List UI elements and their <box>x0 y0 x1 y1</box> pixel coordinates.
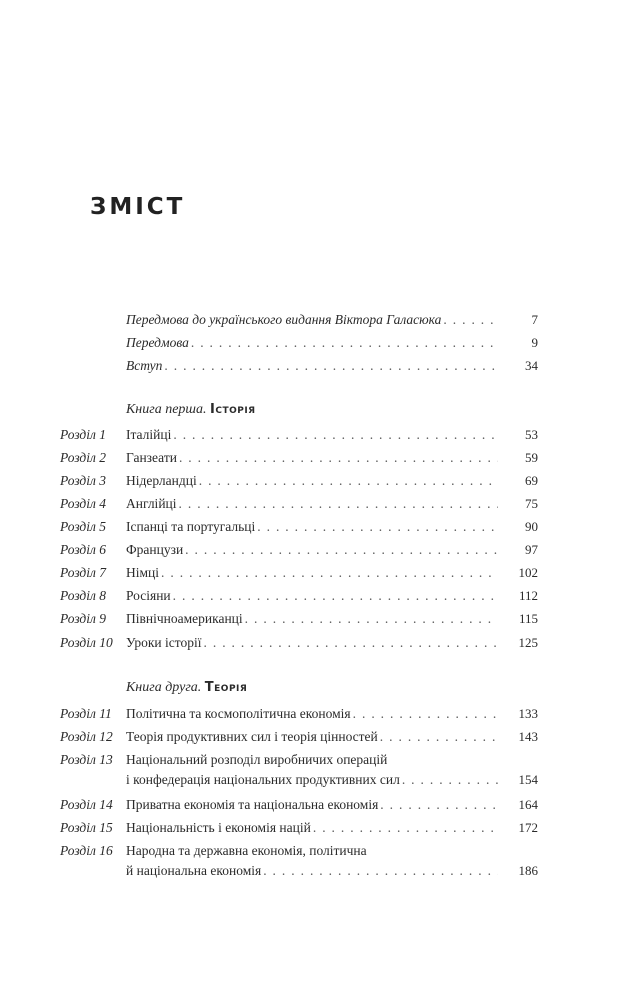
page-number: 164 <box>518 797 538 812</box>
leader-dots <box>380 727 498 747</box>
page-number: 102 <box>518 565 538 580</box>
book-label: Книга перша. <box>126 402 207 417</box>
leader-dots <box>257 517 498 537</box>
entry-title: Північноамериканці <box>126 611 243 626</box>
entry-title: Вступ <box>126 358 163 373</box>
entry-title: і конфедерація національних продуктивних сил <box>126 772 400 787</box>
toc-entry-chapter-5[interactable] <box>0 517 640 537</box>
leader-dots <box>161 563 498 583</box>
toc-entry-foreword-ukr[interactable] <box>0 310 640 330</box>
toc-entry-chapter-15[interactable] <box>0 818 640 838</box>
leader-dots <box>179 494 498 514</box>
chapter-number: Розділ 10 <box>60 635 113 650</box>
leader-dots <box>204 633 499 653</box>
toc-entry-chapter-10[interactable] <box>0 633 640 653</box>
toc-entry-introduction[interactable] <box>0 356 640 376</box>
toc-entry-chapter-3[interactable] <box>0 471 640 491</box>
leader-dots <box>173 586 498 606</box>
book-name: Теорія <box>204 680 248 695</box>
page-number: 34 <box>525 358 538 373</box>
toc-entry-chapter-7[interactable] <box>0 563 640 583</box>
page-number: 186 <box>518 863 538 878</box>
chapter-number: Розділ 9 <box>60 611 107 626</box>
page-number: 172 <box>518 820 538 835</box>
chapter-number: Розділ 2 <box>60 450 107 465</box>
toc-entry-chapter-13[interactable] <box>0 770 640 790</box>
leader-dots <box>380 795 498 815</box>
toc-entry-chapter-2[interactable] <box>0 448 640 468</box>
entry-title: Французи <box>126 542 184 557</box>
page-number: 53 <box>525 427 538 442</box>
chapter-number: Розділ 14 <box>60 797 113 812</box>
leader-dots <box>164 356 498 376</box>
leader-dots <box>313 818 498 838</box>
chapter-number: Розділ 5 <box>60 519 107 534</box>
chapter-number: Розділ 12 <box>60 729 113 744</box>
toc-entry-chapter-14[interactable] <box>0 795 640 815</box>
entry-title: Німці <box>126 565 160 580</box>
entry-title: Росіяни <box>126 588 171 603</box>
entry-title: Політична та космополітична економія <box>126 706 351 721</box>
leader-dots <box>173 425 498 445</box>
book-heading-1 <box>126 400 256 420</box>
chapter-number: Розділ 16 <box>60 843 113 858</box>
book-name: Історія <box>210 402 256 417</box>
toc-entry-chapter-13-line1[interactable] <box>0 750 640 770</box>
entry-title: Передмова до українського видання Віктора Галасюка <box>126 312 442 327</box>
chapter-number: Розділ 13 <box>60 752 113 767</box>
book-heading-2 <box>126 678 247 698</box>
toc-entry-chapter-6[interactable] <box>0 540 640 560</box>
page-number: 112 <box>518 588 538 603</box>
chapter-number: Розділ 7 <box>60 565 107 580</box>
leader-dots <box>199 471 498 491</box>
entry-title: Ганзеати <box>126 450 177 465</box>
page-number: 97 <box>525 542 538 557</box>
page-number: 154 <box>518 772 538 787</box>
book-label: Книга друга. <box>126 680 202 695</box>
entry-title: Англійці <box>126 496 177 511</box>
leader-dots <box>185 540 498 560</box>
entry-title: Національність і економія націй <box>126 820 311 835</box>
chapter-number: Розділ 6 <box>60 542 107 557</box>
entry-title: Передмова <box>126 335 189 350</box>
entry-title: Уроки історії <box>126 635 202 650</box>
entry-title: Іспанці та португальці <box>126 519 256 534</box>
page-number: 115 <box>518 611 538 626</box>
toc-entry-chapter-9[interactable] <box>0 609 640 629</box>
chapter-number: Розділ 15 <box>60 820 113 835</box>
entry-title: Нідерландці <box>126 473 197 488</box>
toc-entry-chapter-11[interactable] <box>0 704 640 724</box>
page-title: ЗМІСТ <box>90 194 186 220</box>
chapter-number: Розділ 4 <box>60 496 107 511</box>
page-number: 9 <box>531 335 538 350</box>
leader-dots <box>353 704 498 724</box>
entry-title: й національна економія <box>126 863 262 878</box>
page-number: 59 <box>525 450 538 465</box>
leader-dots <box>263 861 498 881</box>
toc-entry-chapter-16-line1[interactable] <box>0 841 640 861</box>
page-number: 75 <box>525 496 538 511</box>
leader-dots <box>443 310 498 330</box>
leader-dots <box>179 448 498 468</box>
page-number: 143 <box>518 729 538 744</box>
page-number: 133 <box>518 706 538 721</box>
toc-entry-chapter-1[interactable] <box>0 425 640 445</box>
toc-entry-foreword[interactable] <box>0 333 640 353</box>
page-number: 90 <box>525 519 538 534</box>
chapter-number: Розділ 11 <box>60 706 112 721</box>
leader-dots <box>245 609 498 629</box>
entry-title: Італійці <box>126 427 172 442</box>
page-number: 7 <box>531 312 538 327</box>
chapter-number: Розділ 1 <box>60 427 107 442</box>
page-number: 69 <box>525 473 538 488</box>
toc-entry-chapter-8[interactable] <box>0 586 640 606</box>
toc-entry-chapter-16[interactable] <box>0 861 640 881</box>
entry-title-line1: Народна та державна економія, політична <box>126 843 367 858</box>
chapter-number: Розділ 3 <box>60 473 107 488</box>
entry-title-line1: Національний розподіл виробничих операцій <box>126 752 388 767</box>
leader-dots <box>191 333 498 353</box>
chapter-number: Розділ 8 <box>60 588 107 603</box>
toc-entry-chapter-12[interactable] <box>0 727 640 747</box>
entry-title: Приватна економія та національна економія <box>126 797 379 812</box>
entry-title: Теорія продуктивних сил і теорія цінностей <box>126 729 378 744</box>
toc-entry-chapter-4[interactable] <box>0 494 640 514</box>
page-number: 125 <box>518 635 538 650</box>
leader-dots <box>402 770 498 790</box>
